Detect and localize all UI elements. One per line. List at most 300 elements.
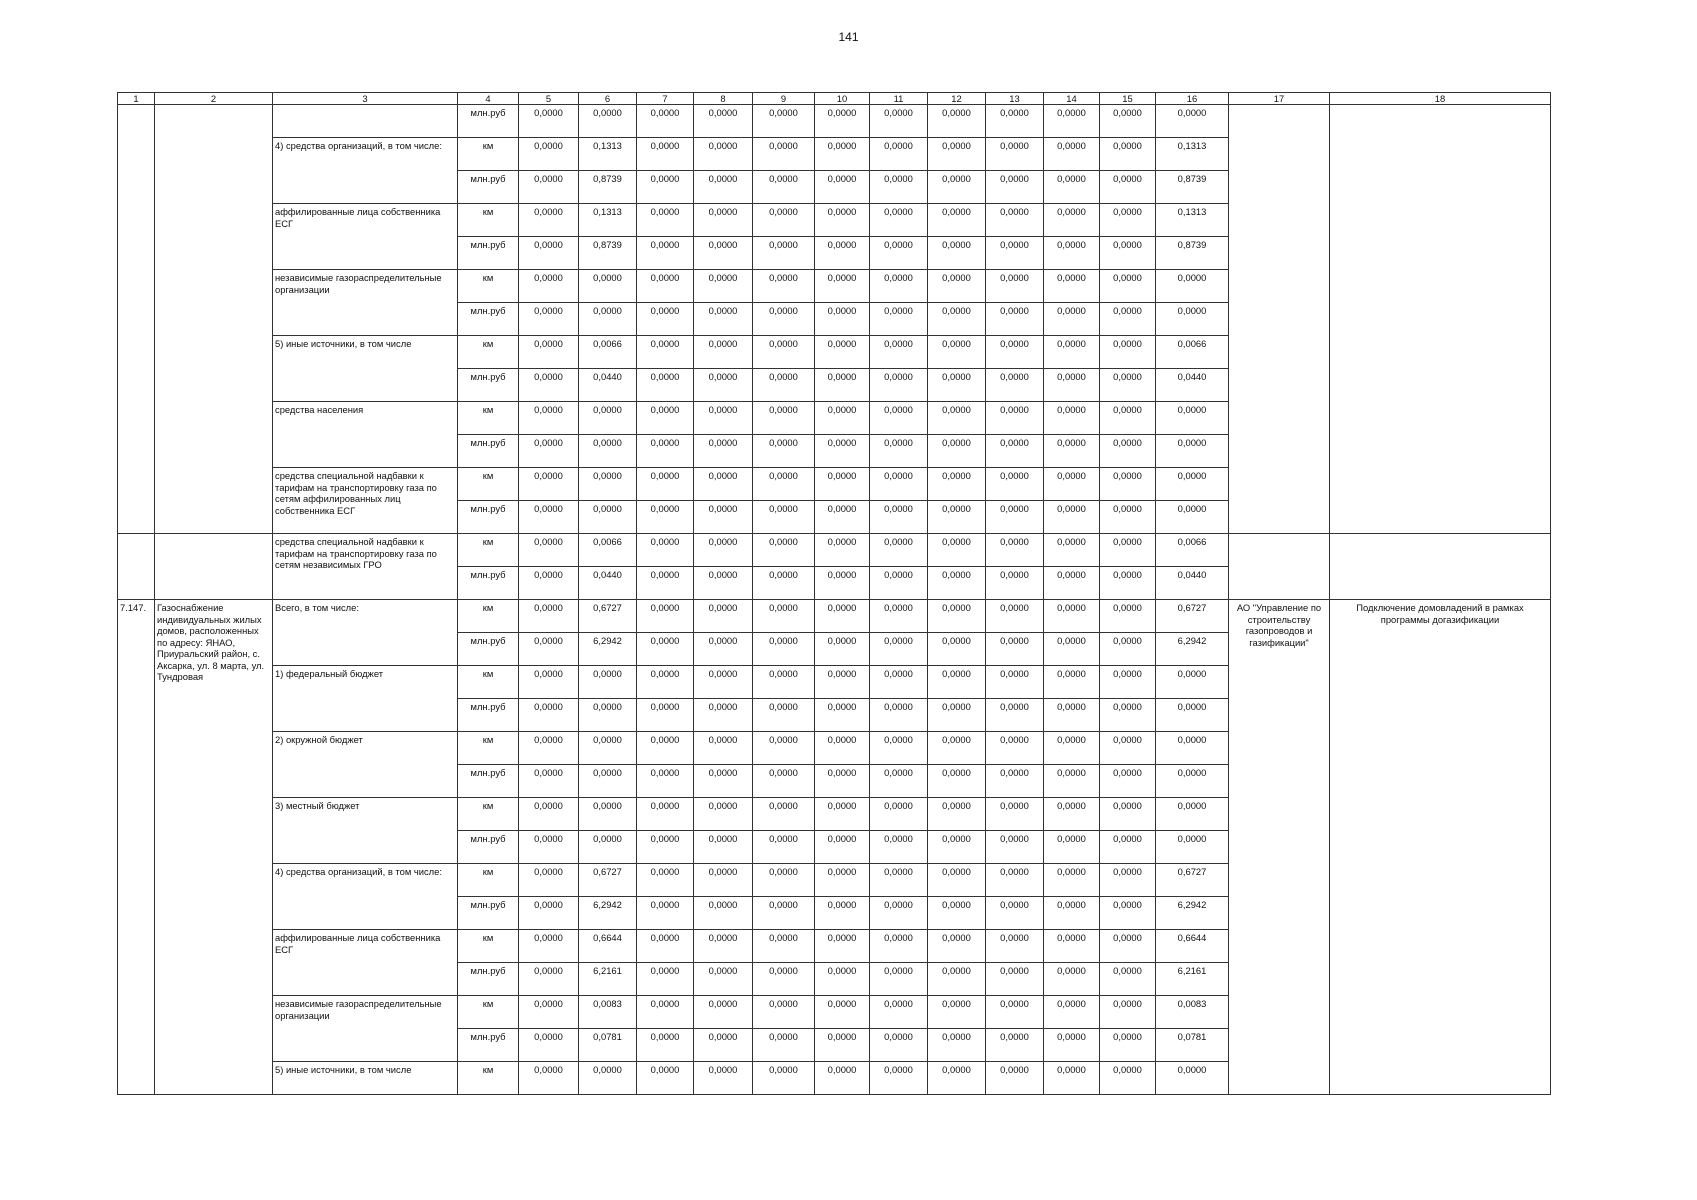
value-cell: 0,0000 bbox=[870, 534, 928, 567]
value-cell: 0,0000 bbox=[928, 930, 986, 963]
value-cell: 0,0000 bbox=[986, 171, 1044, 204]
value-cell: 0,0000 bbox=[928, 435, 986, 468]
value-cell: 0,0000 bbox=[637, 600, 694, 633]
value-cell: 0,0000 bbox=[753, 1029, 815, 1062]
value-cell: 0,0000 bbox=[637, 930, 694, 963]
unit-cell: км bbox=[458, 138, 519, 171]
value-cell: 0,0000 bbox=[579, 732, 637, 765]
value-cell: 0,0000 bbox=[1100, 666, 1156, 699]
unit-cell: млн.руб bbox=[458, 831, 519, 864]
object-name bbox=[155, 534, 273, 600]
value-cell: 0,0000 bbox=[1044, 138, 1100, 171]
value-cell: 0,0000 bbox=[928, 270, 986, 303]
value-cell: 0,0000 bbox=[1100, 633, 1156, 666]
value-cell: 0,0000 bbox=[986, 336, 1044, 369]
value-cell: 0,0781 bbox=[579, 1029, 637, 1062]
value-cell: 0,0000 bbox=[870, 303, 928, 336]
value-cell: 0,0000 bbox=[928, 204, 986, 237]
unit-cell: млн.руб bbox=[458, 699, 519, 732]
value-cell: 0,0000 bbox=[579, 666, 637, 699]
value-cell: 0,0000 bbox=[815, 864, 870, 897]
value-cell: 0,0000 bbox=[694, 930, 753, 963]
value-cell: 0,0000 bbox=[519, 831, 579, 864]
value-cell: 0,0000 bbox=[1100, 369, 1156, 402]
contractor-org: АО "Управление по строительству газопроводов и газификации" bbox=[1229, 600, 1330, 1095]
value-cell: 0,0000 bbox=[694, 1062, 753, 1095]
value-cell: 0,0000 bbox=[815, 732, 870, 765]
value-cell: 0,0000 bbox=[753, 138, 815, 171]
value-cell: 0,0000 bbox=[753, 534, 815, 567]
value-cell: 0,0000 bbox=[815, 930, 870, 963]
value-cell: 0,0000 bbox=[870, 270, 928, 303]
value-cell: 0,0000 bbox=[1100, 831, 1156, 864]
value-cell: 0,0000 bbox=[928, 1062, 986, 1095]
value-cell: 0,0000 bbox=[519, 930, 579, 963]
value-cell: 0,0000 bbox=[815, 963, 870, 996]
value-cell: 0,0000 bbox=[637, 171, 694, 204]
value-cell: 0,0000 bbox=[870, 468, 928, 501]
funding-source: 1) федеральный бюджет bbox=[273, 666, 458, 732]
table-row bbox=[118, 105, 1551, 138]
value-cell: 0,0000 bbox=[928, 468, 986, 501]
value-cell: 0,0000 bbox=[637, 402, 694, 435]
value-cell: 0,0000 bbox=[1100, 336, 1156, 369]
column-number-row bbox=[118, 93, 1551, 105]
value-cell: 0,0066 bbox=[579, 336, 637, 369]
unit-cell: км bbox=[458, 930, 519, 963]
value-cell: 0,0000 bbox=[519, 732, 579, 765]
value-cell: 0,0000 bbox=[694, 732, 753, 765]
value-cell: 0,6727 bbox=[579, 600, 637, 633]
contractor-org bbox=[1229, 534, 1330, 600]
value-cell: 0,0000 bbox=[753, 171, 815, 204]
unit-cell: км bbox=[458, 534, 519, 567]
value-cell: 0,0000 bbox=[870, 798, 928, 831]
value-cell: 0,0000 bbox=[1044, 501, 1100, 534]
value-cell: 0,0000 bbox=[1044, 237, 1100, 270]
value-cell: 0,0000 bbox=[1100, 501, 1156, 534]
funding-source: 4) средства организаций, в том числе: bbox=[273, 864, 458, 930]
value-cell: 0,0000 bbox=[694, 501, 753, 534]
value-cell: 0,0000 bbox=[1156, 798, 1229, 831]
value-cell: 0,0000 bbox=[519, 765, 579, 798]
funding-source: независимые газораспределительные организации bbox=[273, 996, 458, 1062]
value-cell: 0,0000 bbox=[986, 666, 1044, 699]
column-number: 1 bbox=[118, 93, 155, 105]
value-cell: 0,0000 bbox=[1044, 600, 1100, 633]
value-cell: 0,0000 bbox=[815, 204, 870, 237]
value-cell: 0,0000 bbox=[694, 303, 753, 336]
value-cell: 0,0000 bbox=[637, 963, 694, 996]
unit-cell: км bbox=[458, 732, 519, 765]
value-cell: 0,0000 bbox=[519, 105, 579, 138]
column-number: 8 bbox=[694, 93, 753, 105]
value-cell: 0,0000 bbox=[815, 600, 870, 633]
value-cell: 0,0000 bbox=[637, 1029, 694, 1062]
value-cell: 0,0000 bbox=[519, 171, 579, 204]
table-row bbox=[118, 534, 1551, 567]
value-cell: 0,0000 bbox=[1156, 402, 1229, 435]
value-cell: 0,0000 bbox=[579, 303, 637, 336]
funding-source: аффилированные лица собственника ЕСГ bbox=[273, 930, 458, 996]
unit-cell: млн.руб bbox=[458, 501, 519, 534]
funding-source: средства населения bbox=[273, 402, 458, 468]
value-cell: 0,0000 bbox=[579, 1062, 637, 1095]
value-cell: 0,0000 bbox=[579, 468, 637, 501]
value-cell: 0,0000 bbox=[694, 435, 753, 468]
value-cell: 0,0000 bbox=[870, 765, 928, 798]
unit-cell: млн.руб bbox=[458, 633, 519, 666]
value-cell: 0,0066 bbox=[579, 534, 637, 567]
column-number: 11 bbox=[870, 93, 928, 105]
value-cell: 0,0000 bbox=[519, 699, 579, 732]
value-cell: 0,0000 bbox=[694, 699, 753, 732]
value-cell: 0,0000 bbox=[637, 138, 694, 171]
value-cell: 0,0000 bbox=[519, 534, 579, 567]
value-cell: 0,0000 bbox=[928, 600, 986, 633]
project-purpose bbox=[1330, 105, 1551, 534]
value-cell: 0,0000 bbox=[519, 567, 579, 600]
project-purpose: Подключение домовладений в рамках программы догазификации bbox=[1330, 600, 1551, 1095]
value-cell: 0,6727 bbox=[1156, 600, 1229, 633]
unit-cell: км bbox=[458, 600, 519, 633]
value-cell: 0,0000 bbox=[870, 699, 928, 732]
value-cell: 0,1313 bbox=[579, 138, 637, 171]
value-cell: 0,0000 bbox=[1100, 996, 1156, 1029]
value-cell: 0,0440 bbox=[579, 567, 637, 600]
unit-cell: млн.руб bbox=[458, 369, 519, 402]
value-cell: 0,0000 bbox=[694, 1029, 753, 1062]
value-cell: 0,0000 bbox=[815, 270, 870, 303]
unit-cell: км bbox=[458, 996, 519, 1029]
value-cell: 0,0000 bbox=[1156, 468, 1229, 501]
value-cell: 0,0000 bbox=[928, 171, 986, 204]
unit-cell: км bbox=[458, 270, 519, 303]
unit-cell: км bbox=[458, 402, 519, 435]
value-cell: 0,0000 bbox=[928, 336, 986, 369]
column-number: 9 bbox=[753, 93, 815, 105]
value-cell: 0,0000 bbox=[928, 369, 986, 402]
value-cell: 0,0000 bbox=[928, 1029, 986, 1062]
value-cell: 0,0000 bbox=[870, 237, 928, 270]
value-cell: 0,0000 bbox=[519, 270, 579, 303]
value-cell: 0,0000 bbox=[928, 699, 986, 732]
value-cell: 0,0000 bbox=[928, 732, 986, 765]
value-cell: 0,0000 bbox=[986, 732, 1044, 765]
value-cell: 0,0000 bbox=[519, 798, 579, 831]
value-cell: 0,0000 bbox=[1156, 831, 1229, 864]
value-cell: 0,0000 bbox=[694, 138, 753, 171]
value-cell: 0,0000 bbox=[637, 204, 694, 237]
value-cell: 0,0000 bbox=[694, 798, 753, 831]
unit-cell: млн.руб bbox=[458, 1029, 519, 1062]
value-cell: 0,0000 bbox=[637, 765, 694, 798]
value-cell: 0,0083 bbox=[579, 996, 637, 1029]
value-cell: 0,0000 bbox=[519, 897, 579, 930]
value-cell: 0,8739 bbox=[579, 171, 637, 204]
value-cell: 0,0000 bbox=[986, 699, 1044, 732]
value-cell: 0,0000 bbox=[986, 765, 1044, 798]
value-cell: 0,0000 bbox=[1044, 402, 1100, 435]
value-cell: 0,0000 bbox=[1100, 237, 1156, 270]
page-number: 141 bbox=[838, 30, 859, 44]
unit-cell: км bbox=[458, 1062, 519, 1095]
value-cell: 0,0000 bbox=[1156, 501, 1229, 534]
funding-source: аффилированные лица собственника ЕСГ bbox=[273, 204, 458, 270]
column-number: 5 bbox=[519, 93, 579, 105]
value-cell: 0,0000 bbox=[753, 633, 815, 666]
funding-source: 5) иные источники, в том числе bbox=[273, 336, 458, 402]
value-cell: 0,0000 bbox=[986, 963, 1044, 996]
value-cell: 0,1313 bbox=[579, 204, 637, 237]
value-cell: 0,0000 bbox=[637, 732, 694, 765]
value-cell: 0,0000 bbox=[986, 567, 1044, 600]
value-cell: 0,0000 bbox=[753, 666, 815, 699]
value-cell: 0,0000 bbox=[753, 501, 815, 534]
value-cell: 0,0000 bbox=[753, 798, 815, 831]
funding-source: независимые газораспределительные организации bbox=[273, 270, 458, 336]
value-cell: 0,0000 bbox=[694, 831, 753, 864]
value-cell: 0,0000 bbox=[815, 303, 870, 336]
unit-cell: млн.руб bbox=[458, 237, 519, 270]
value-cell: 0,0000 bbox=[1044, 171, 1100, 204]
value-cell: 0,0000 bbox=[519, 303, 579, 336]
value-cell: 0,1313 bbox=[1156, 204, 1229, 237]
value-cell: 0,0000 bbox=[815, 336, 870, 369]
value-cell: 0,0000 bbox=[928, 105, 986, 138]
value-cell: 0,0000 bbox=[1156, 303, 1229, 336]
value-cell: 0,0000 bbox=[1100, 270, 1156, 303]
value-cell: 0,0000 bbox=[870, 1029, 928, 1062]
value-cell: 0,0000 bbox=[870, 435, 928, 468]
value-cell: 0,0000 bbox=[986, 600, 1044, 633]
value-cell: 0,0000 bbox=[986, 864, 1044, 897]
value-cell: 0,0000 bbox=[986, 105, 1044, 138]
value-cell: 0,0000 bbox=[753, 567, 815, 600]
value-cell: 0,0083 bbox=[1156, 996, 1229, 1029]
column-number: 7 bbox=[637, 93, 694, 105]
value-cell: 0,0000 bbox=[579, 501, 637, 534]
value-cell: 0,0000 bbox=[928, 963, 986, 996]
value-cell: 0,0000 bbox=[694, 864, 753, 897]
funding-source: средства специальной надбавки к тарифам на транспортировку газа по сетям аффилированных лиц собственника ЕСГ bbox=[273, 468, 458, 534]
value-cell: 0,0000 bbox=[519, 237, 579, 270]
value-cell: 0,0000 bbox=[1100, 171, 1156, 204]
value-cell: 0,0000 bbox=[753, 963, 815, 996]
value-cell: 0,0000 bbox=[637, 1062, 694, 1095]
value-cell: 0,0000 bbox=[928, 798, 986, 831]
value-cell: 0,0000 bbox=[753, 336, 815, 369]
value-cell: 0,0000 bbox=[986, 633, 1044, 666]
value-cell: 0,0000 bbox=[1100, 435, 1156, 468]
value-cell: 0,0000 bbox=[928, 303, 986, 336]
value-cell: 0,0000 bbox=[1100, 897, 1156, 930]
value-cell: 0,0000 bbox=[928, 666, 986, 699]
value-cell: 0,0000 bbox=[928, 237, 986, 270]
value-cell: 0,0000 bbox=[928, 831, 986, 864]
value-cell: 0,0066 bbox=[1156, 534, 1229, 567]
funding-source: 3) местный бюджет bbox=[273, 798, 458, 864]
value-cell: 0,0000 bbox=[928, 996, 986, 1029]
value-cell: 0,0000 bbox=[1100, 1062, 1156, 1095]
funding-source: 5) иные источники, в том числе bbox=[273, 1062, 458, 1095]
value-cell: 0,0000 bbox=[694, 105, 753, 138]
value-cell: 0,0000 bbox=[579, 270, 637, 303]
value-cell: 0,0000 bbox=[694, 600, 753, 633]
value-cell: 0,0000 bbox=[1100, 930, 1156, 963]
value-cell: 0,0000 bbox=[519, 204, 579, 237]
value-cell: 0,0000 bbox=[815, 435, 870, 468]
value-cell: 0,0000 bbox=[753, 831, 815, 864]
value-cell: 0,0000 bbox=[870, 732, 928, 765]
project-purpose bbox=[1330, 534, 1551, 600]
value-cell: 0,0000 bbox=[815, 666, 870, 699]
value-cell: 0,0000 bbox=[815, 798, 870, 831]
value-cell: 0,0000 bbox=[1100, 402, 1156, 435]
value-cell: 0,0000 bbox=[1044, 864, 1100, 897]
value-cell: 0,0000 bbox=[1156, 699, 1229, 732]
value-cell: 6,2942 bbox=[1156, 897, 1229, 930]
value-cell: 0,0000 bbox=[637, 468, 694, 501]
value-cell: 0,0000 bbox=[753, 468, 815, 501]
unit-cell: млн.руб bbox=[458, 765, 519, 798]
value-cell: 0,0000 bbox=[870, 633, 928, 666]
value-cell: 0,0000 bbox=[815, 237, 870, 270]
column-number: 15 bbox=[1100, 93, 1156, 105]
value-cell: 0,8739 bbox=[579, 237, 637, 270]
value-cell: 0,0000 bbox=[1044, 435, 1100, 468]
value-cell: 0,0000 bbox=[1100, 600, 1156, 633]
unit-cell: млн.руб bbox=[458, 435, 519, 468]
value-cell: 0,0000 bbox=[1156, 435, 1229, 468]
unit-cell: млн.руб bbox=[458, 105, 519, 138]
value-cell: 0,0000 bbox=[753, 765, 815, 798]
column-number: 6 bbox=[579, 93, 637, 105]
value-cell: 0,0000 bbox=[870, 600, 928, 633]
value-cell: 0,0000 bbox=[986, 930, 1044, 963]
column-number: 14 bbox=[1044, 93, 1100, 105]
value-cell: 0,0000 bbox=[1100, 765, 1156, 798]
value-cell: 0,0000 bbox=[637, 105, 694, 138]
value-cell: 0,0000 bbox=[1100, 963, 1156, 996]
value-cell: 0,0000 bbox=[815, 138, 870, 171]
unit-cell: млн.руб bbox=[458, 963, 519, 996]
value-cell: 0,0000 bbox=[986, 402, 1044, 435]
value-cell: 0,0000 bbox=[1100, 105, 1156, 138]
unit-cell: млн.руб bbox=[458, 171, 519, 204]
value-cell: 0,0000 bbox=[928, 402, 986, 435]
value-cell: 0,0000 bbox=[637, 336, 694, 369]
value-cell: 0,0000 bbox=[753, 435, 815, 468]
value-cell: 0,0000 bbox=[637, 831, 694, 864]
value-cell: 0,0000 bbox=[637, 237, 694, 270]
value-cell: 0,0000 bbox=[519, 1029, 579, 1062]
unit-cell: млн.руб bbox=[458, 567, 519, 600]
value-cell: 0,0000 bbox=[870, 1062, 928, 1095]
value-cell: 0,0000 bbox=[870, 336, 928, 369]
value-cell: 0,0000 bbox=[1100, 204, 1156, 237]
item-number bbox=[118, 105, 155, 534]
value-cell: 0,0000 bbox=[579, 435, 637, 468]
value-cell: 0,0000 bbox=[815, 369, 870, 402]
value-cell: 0,0000 bbox=[1044, 567, 1100, 600]
value-cell: 0,0000 bbox=[579, 402, 637, 435]
value-cell: 0,0000 bbox=[815, 699, 870, 732]
value-cell: 0,0000 bbox=[753, 600, 815, 633]
unit-cell: км bbox=[458, 798, 519, 831]
value-cell: 0,0000 bbox=[870, 897, 928, 930]
value-cell: 0,0000 bbox=[1044, 765, 1100, 798]
value-cell: 0,0000 bbox=[753, 402, 815, 435]
value-cell: 0,0000 bbox=[870, 105, 928, 138]
value-cell: 0,1313 bbox=[1156, 138, 1229, 171]
value-cell: 0,0000 bbox=[637, 435, 694, 468]
value-cell: 0,0000 bbox=[579, 831, 637, 864]
value-cell: 0,0000 bbox=[694, 237, 753, 270]
value-cell: 0,0000 bbox=[928, 765, 986, 798]
value-cell: 0,0000 bbox=[870, 138, 928, 171]
funding-source: средства специальной надбавки к тарифам на транспортировку газа по сетям независимых ГРО bbox=[273, 534, 458, 600]
value-cell: 0,0000 bbox=[694, 270, 753, 303]
value-cell: 0,0000 bbox=[637, 633, 694, 666]
value-cell: 0,0000 bbox=[519, 336, 579, 369]
value-cell: 0,0000 bbox=[579, 105, 637, 138]
value-cell: 0,0000 bbox=[637, 996, 694, 1029]
value-cell: 0,0000 bbox=[815, 501, 870, 534]
value-cell: 0,0000 bbox=[928, 534, 986, 567]
value-cell: 0,0000 bbox=[870, 666, 928, 699]
value-cell: 0,0000 bbox=[1044, 798, 1100, 831]
value-cell: 0,0000 bbox=[1044, 996, 1100, 1029]
value-cell: 0,0000 bbox=[519, 996, 579, 1029]
object-name: Газоснабжение индивидуальных жилых домов, расположенных по адресу: ЯНАО, Приуральский район, с. Аксарка, ул. 8 марта, ул. Тундровая bbox=[155, 600, 273, 1095]
value-cell: 0,0000 bbox=[870, 501, 928, 534]
value-cell: 0,0000 bbox=[694, 402, 753, 435]
value-cell: 0,0000 bbox=[870, 402, 928, 435]
item-number: 7.147. bbox=[118, 600, 155, 1095]
value-cell: 0,0000 bbox=[694, 369, 753, 402]
value-cell: 0,0000 bbox=[519, 963, 579, 996]
value-cell: 0,0000 bbox=[928, 864, 986, 897]
value-cell: 0,0000 bbox=[928, 138, 986, 171]
value-cell: 0,8739 bbox=[1156, 237, 1229, 270]
value-cell: 6,2942 bbox=[1156, 633, 1229, 666]
column-number: 2 bbox=[155, 93, 273, 105]
value-cell: 0,0000 bbox=[986, 468, 1044, 501]
value-cell: 0,0000 bbox=[928, 897, 986, 930]
value-cell: 0,0000 bbox=[1100, 303, 1156, 336]
value-cell: 0,0000 bbox=[815, 105, 870, 138]
value-cell: 0,0000 bbox=[753, 897, 815, 930]
value-cell: 0,0000 bbox=[815, 633, 870, 666]
value-cell: 0,0000 bbox=[815, 1029, 870, 1062]
value-cell: 0,0000 bbox=[753, 204, 815, 237]
value-cell: 0,0000 bbox=[1156, 732, 1229, 765]
value-cell: 0,0000 bbox=[1100, 468, 1156, 501]
value-cell: 6,2942 bbox=[579, 897, 637, 930]
column-number: 16 bbox=[1156, 93, 1229, 105]
value-cell: 0,0000 bbox=[519, 435, 579, 468]
value-cell: 0,0000 bbox=[815, 468, 870, 501]
value-cell: 0,0000 bbox=[1044, 303, 1100, 336]
value-cell: 0,0440 bbox=[579, 369, 637, 402]
value-cell: 0,0000 bbox=[753, 864, 815, 897]
value-cell: 0,0000 bbox=[815, 831, 870, 864]
value-cell: 0,0000 bbox=[753, 105, 815, 138]
value-cell: 0,0000 bbox=[694, 996, 753, 1029]
value-cell: 0,0440 bbox=[1156, 369, 1229, 402]
value-cell: 0,0000 bbox=[637, 897, 694, 930]
